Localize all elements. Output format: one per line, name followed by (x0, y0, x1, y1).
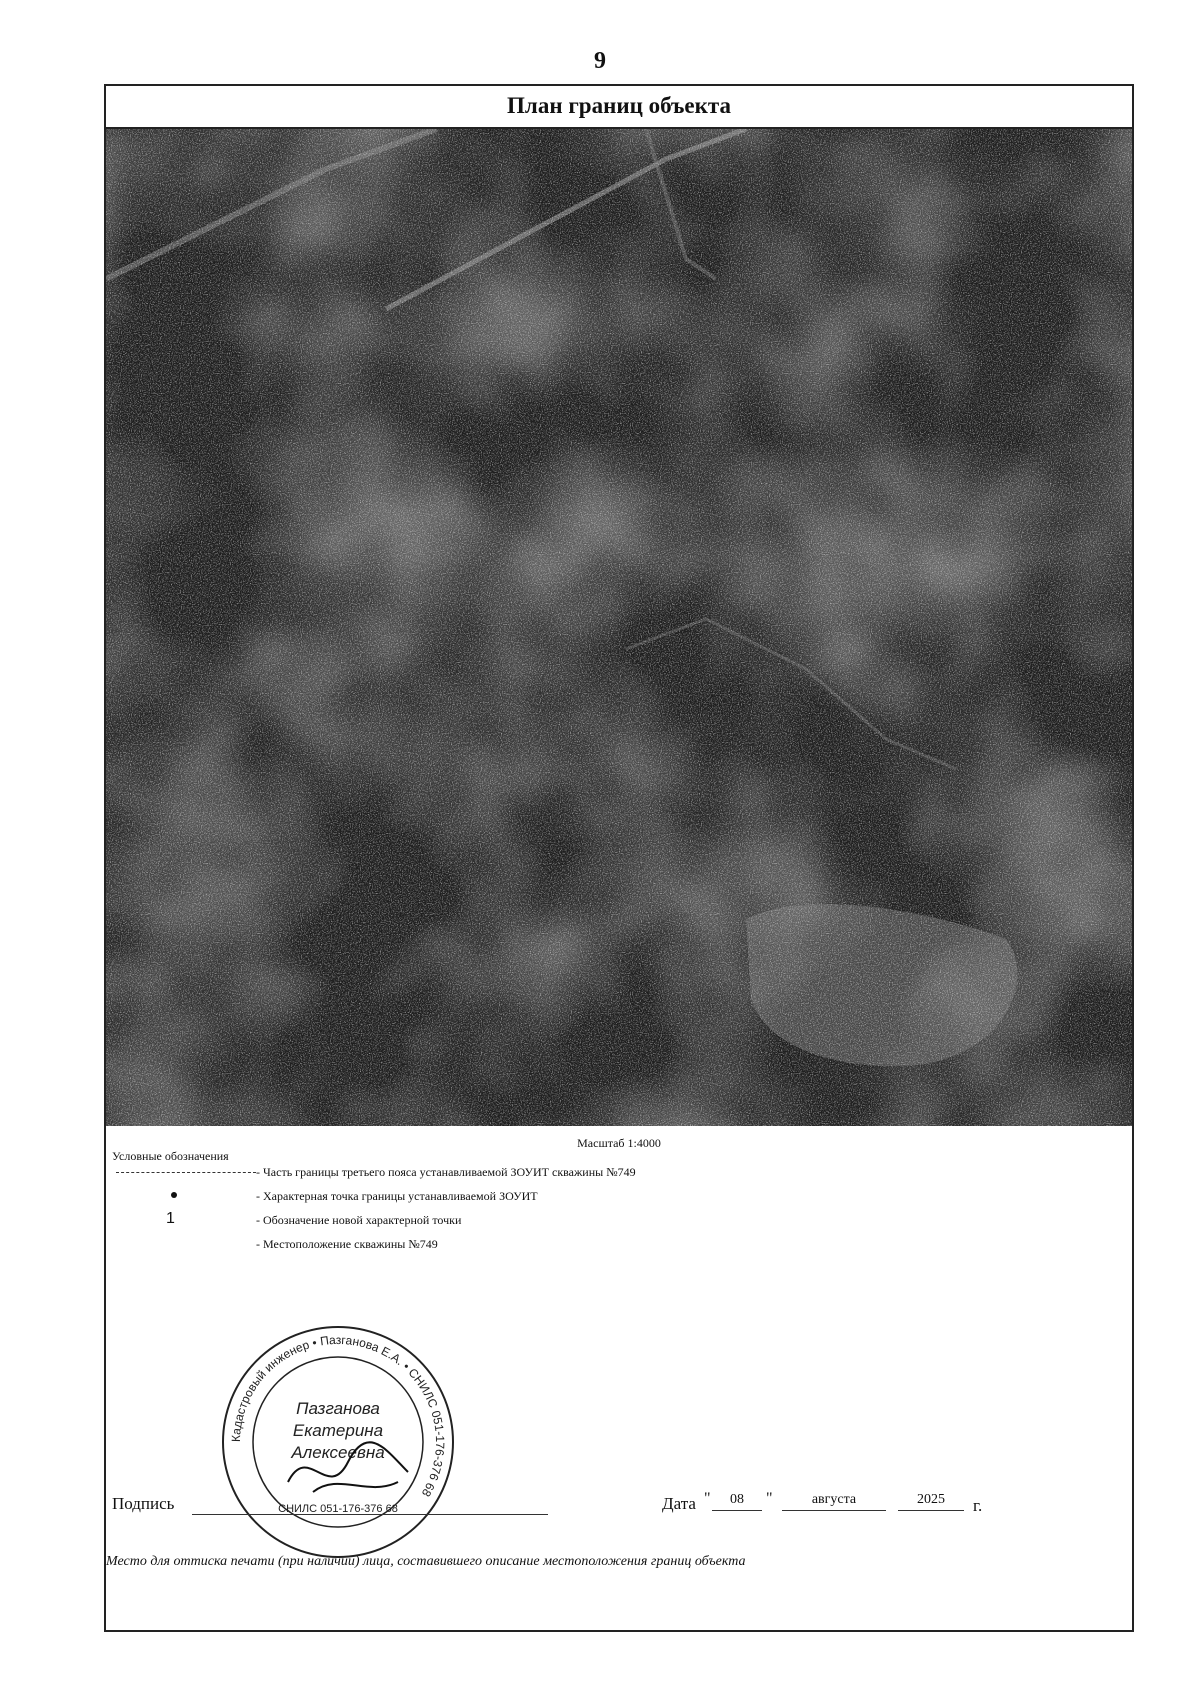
stamp-outer-ring (223, 1327, 453, 1557)
date-month: августа (782, 1492, 886, 1511)
date-day: 08 (712, 1492, 762, 1511)
date-label: Дата (662, 1494, 696, 1513)
date-quote-open: " (704, 1490, 711, 1507)
signature-line (192, 1514, 548, 1515)
legend-item-well-location (106, 1234, 1006, 1254)
stamp-place-note: Место для оттиска печати (при наличии) лица, составившего описание местоположения границ объекта (106, 1554, 746, 1569)
aerial-map-image (106, 129, 1132, 1126)
signature-label: Подпись (112, 1494, 175, 1513)
point-number-symbol: 1 (166, 1210, 175, 1227)
stamp-inner-ring (253, 1357, 423, 1527)
stamp-line-1: Пазганова (296, 1399, 380, 1418)
legend-title: Условные обозначения (112, 1149, 229, 1163)
document-frame (104, 84, 1134, 1632)
legend-item-boundary-point (106, 1186, 1006, 1206)
page-number: 9 (594, 48, 606, 74)
legend-item-new-point (106, 1210, 1006, 1230)
legend-item-label: - Часть границы третьего пояса устанавливаемой ЗОУИТ скважины №749 (256, 1165, 636, 1179)
stamp-snils: СНИЛС 051-176-376 68 (278, 1503, 398, 1515)
date-suffix: г. (973, 1496, 983, 1515)
legend-item-label: - Обозначение новой характерной точки (256, 1213, 462, 1227)
legend-item-label: - Характерная точка границы устанавливаемой ЗОУИТ (256, 1189, 538, 1203)
dashed-line-symbol (116, 1172, 256, 1173)
date-quote-close: " (766, 1490, 773, 1507)
legend-item-label: - Местоположение скважины №749 (256, 1237, 438, 1251)
stamp-line-2: Екатерина (292, 1421, 384, 1440)
dot-symbol (171, 1192, 177, 1198)
stamp-ring-text: Кадастровый инженер • Пазганова Е.А. • СНИЛС 051-176-376 68 (228, 1332, 448, 1500)
page-title: План границ объекта (106, 86, 1132, 129)
seal-stamp (218, 1322, 458, 1562)
map-scale: Масштаб 1:4000 (577, 1136, 661, 1150)
aerial-map (106, 129, 1132, 1126)
map-grain (106, 129, 1132, 1126)
date-year: 2025 (898, 1492, 964, 1511)
legend-item-boundary-line (106, 1162, 1006, 1182)
stamp-line-3: Алексеевна (291, 1443, 385, 1462)
